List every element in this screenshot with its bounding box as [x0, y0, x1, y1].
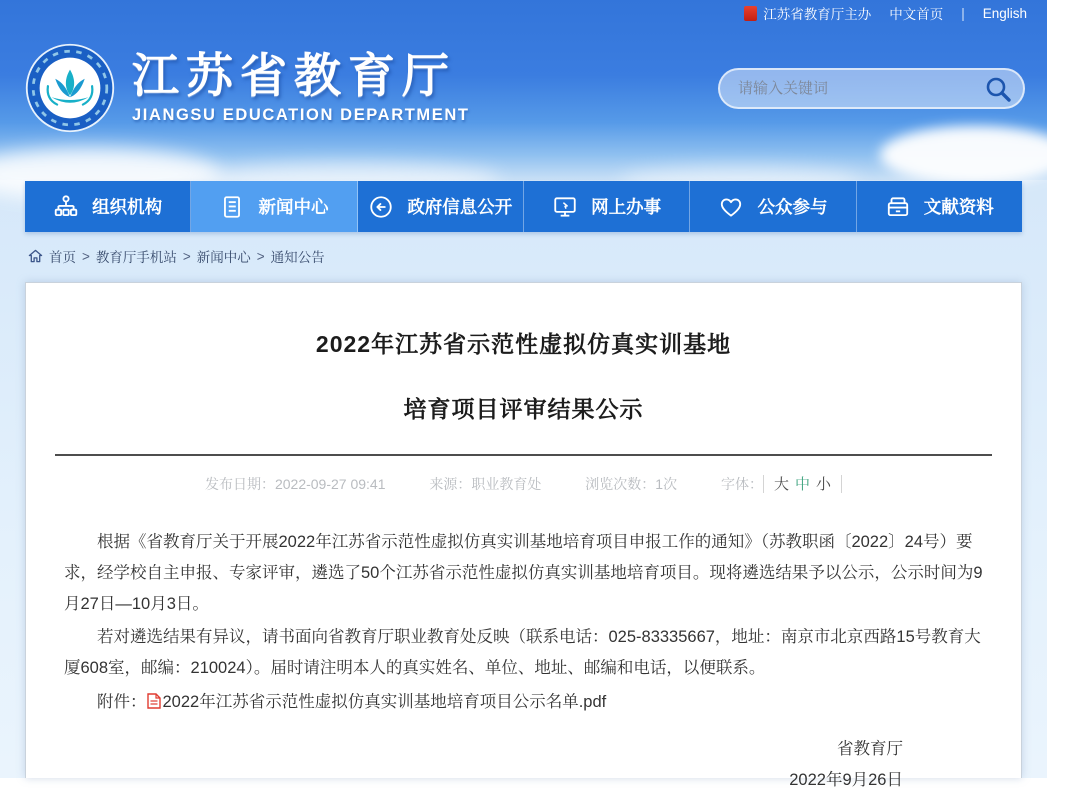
nav-item-gov-info-disclosure[interactable]	[358, 181, 524, 232]
nav-label: 文献资料	[923, 197, 994, 217]
signature-date: 2022年9月26日	[789, 771, 903, 789]
site-subtitle: JIANGSU EDUCATION DEPARTMENT	[132, 106, 470, 125]
nav-item-online-services[interactable]	[524, 181, 690, 232]
attachment-pdf-link[interactable]	[147, 693, 607, 711]
breadcrumb-separator: >	[82, 248, 90, 264]
nav-item-public-participation[interactable]	[690, 181, 856, 232]
breadcrumb-mobile-site[interactable]: 教育厅手机站	[95, 250, 177, 265]
site-header	[0, 0, 1047, 180]
topbar-host-link[interactable]: 江苏省教育厅主办	[763, 7, 872, 22]
flag-icon	[744, 6, 757, 21]
archive-drawer-icon	[885, 194, 911, 220]
font-size-small-button[interactable]: 小	[816, 476, 832, 493]
magnifier-icon	[983, 74, 1013, 104]
signature-block	[64, 734, 983, 796]
cloud-decoration	[880, 126, 1070, 184]
site-logo[interactable]	[24, 42, 470, 134]
font-size-large-button[interactable]: 大	[773, 476, 789, 493]
article-title-line2: 培育项目评审结果公示	[403, 396, 644, 422]
search-button[interactable]	[983, 74, 1013, 104]
font-size-control-group	[721, 476, 842, 492]
site-title-block	[132, 48, 470, 125]
nav-label: 新闻中心	[258, 197, 329, 217]
nav-item-documents[interactable]	[857, 181, 1022, 232]
article-title-line1: 2022年江苏省示范性虚拟仿真实训基地	[315, 331, 732, 357]
article-paragraph: 根据《省教育厅关于开展2022年江苏省示范性虚拟仿真实训基地培育项目申报工作的通知》（苏教职函〔2022〕24号）要求，经学校自主申报、专家评审，遴选了50个江苏省示范性虚拟仿真实训基地培育项目。现将遴选结果予以公示，公示时间为9月27日—10月3日。	[64, 533, 983, 613]
topbar	[744, 3, 1027, 23]
article-card	[25, 282, 1022, 789]
attachment-filename: 2022年江苏省示范性虚拟仿真实训基地培育项目公示名单.pdf	[162, 693, 607, 711]
topbar-english-link[interactable]: English	[982, 5, 1027, 21]
font-size-label: 字体：	[720, 476, 763, 492]
view-count: 浏览次数：1次	[585, 476, 678, 492]
attachment-line	[64, 687, 983, 718]
topbar-chinese-home-link[interactable]: 中文首页	[889, 7, 944, 22]
site-title: 江苏省教育厅	[132, 48, 456, 102]
nav-label: 组织机构	[92, 197, 163, 217]
article-paragraph: 若对遴选结果有异议，请书面向省教育厅职业教育处反映（联系电话：025-83335667，地址：南京市北京西路15号教育大厦608室，邮编：210024）。届时请注明本人的真实姓名、单位、地址、邮编和电话，以便联系。	[64, 628, 981, 677]
publish-date: 发布日期：2022-09-27 09:41	[204, 476, 386, 492]
breadcrumb	[28, 246, 325, 266]
nav-label: 政府信息公开	[407, 197, 513, 217]
breadcrumb-notices[interactable]: 通知公告	[270, 250, 325, 265]
pdf-icon	[147, 693, 161, 709]
nav-label: 公众参与	[757, 197, 828, 217]
article-body	[26, 527, 1021, 796]
source: 来源：职业教育处	[429, 476, 542, 492]
nav-item-organization[interactable]	[25, 181, 191, 232]
main-nav	[25, 181, 1022, 232]
topbar-separator: |	[961, 5, 965, 21]
signature-org: 省教育厅	[837, 740, 903, 758]
nav-item-news-center[interactable]	[191, 181, 357, 232]
breadcrumb-news-center[interactable]: 新闻中心	[196, 250, 251, 265]
org-chart-icon	[53, 194, 79, 220]
info-disclosure-icon	[368, 194, 394, 220]
online-services-monitor-icon	[552, 194, 578, 220]
breadcrumb-home[interactable]: 首页	[49, 250, 76, 265]
title-divider	[55, 454, 992, 456]
home-icon	[28, 249, 43, 263]
article-meta	[26, 473, 1021, 494]
search-input[interactable]	[738, 80, 983, 97]
font-size-medium-button[interactable]: 中	[795, 476, 811, 493]
search-box	[718, 68, 1025, 109]
breadcrumb-separator: >	[256, 248, 265, 264]
breadcrumb-separator: >	[182, 248, 191, 264]
heart-icon	[718, 194, 744, 220]
jiangsu-education-logo-icon	[24, 42, 116, 134]
news-document-icon	[219, 194, 245, 220]
attachment-label: 附件：	[97, 693, 147, 711]
nav-label: 网上办事	[591, 197, 662, 217]
